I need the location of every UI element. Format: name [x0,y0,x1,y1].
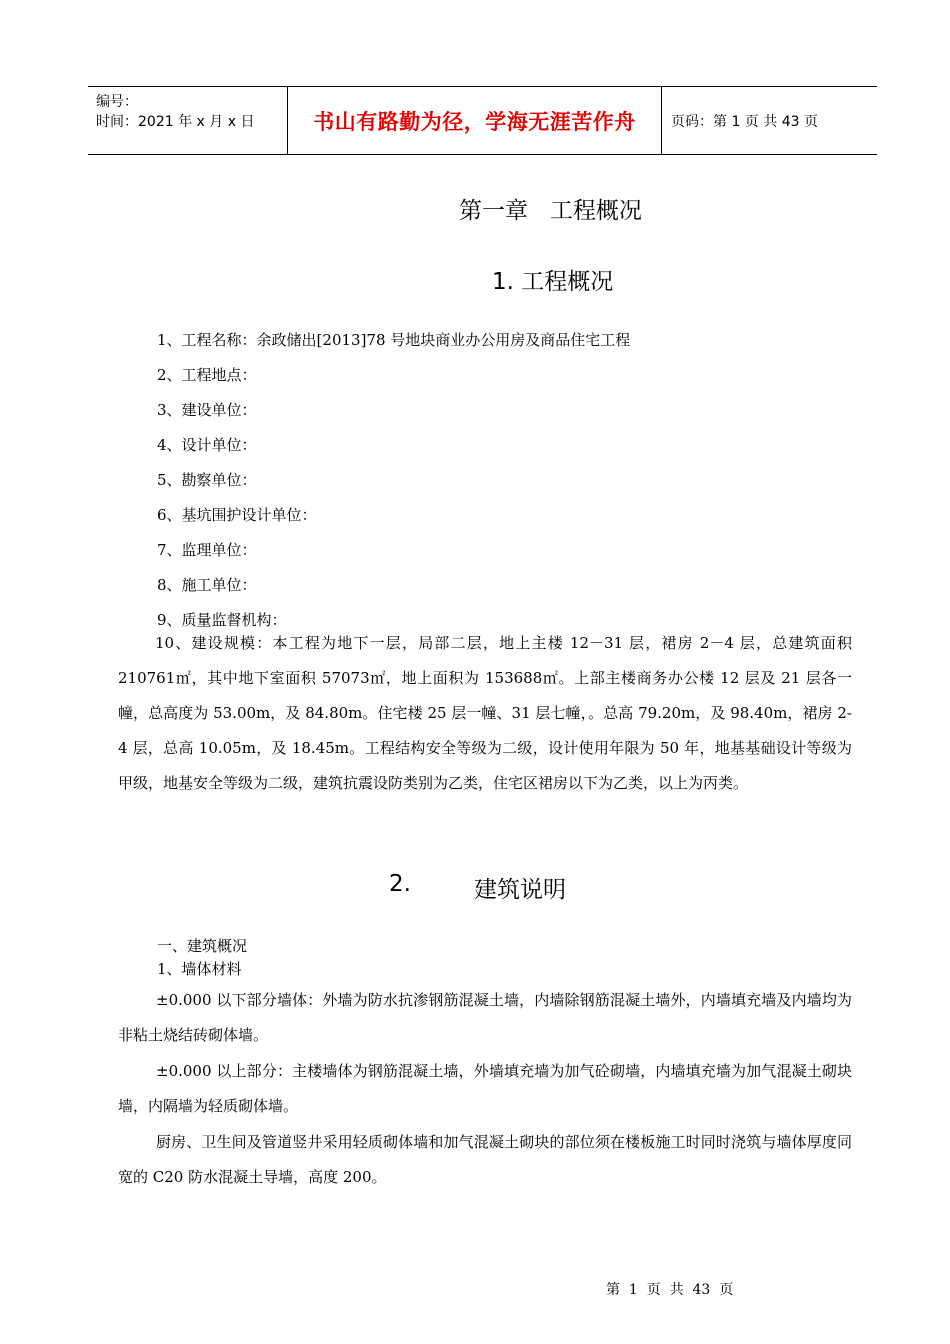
chapter-title: 第一章 工程概况 [459,198,642,224]
document-time-label: 时间：2021 年 x 月 x 日 [96,114,255,130]
list-item: 3、建设单位： [157,401,257,419]
list-item: 7、监理单位： [157,541,257,559]
list-item: 5、勘察单位： [157,471,257,489]
section-2-title: 建筑说明 [474,877,566,903]
header-meta [88,87,288,154]
list-item: 6、基坑围护设计单位： [157,506,317,524]
list-item: 2、工程地点： [157,366,257,384]
sub-heading-building-overview: 一、建筑概况 [157,937,248,955]
page-footer: 第 1 页 共 43 页 [606,1282,734,1298]
list-item: 9、质量监督机构： [157,611,287,629]
header-page-info: 页码：第 1 页 共 43 页 [671,113,818,130]
page-header [88,86,877,155]
section-1-title: 1. 工程概况 [492,269,614,295]
document-number-label: 编号： [96,94,138,110]
wall-paragraph-kitchen: 厨房、卫生间及管道竖井采用轻质砌体墙和加气混凝土砌块的部位须在楼板施工时同时浇筑与墙体厚度同宽的 C20 防水混凝土导墙，高度 200。 [118,1133,852,1186]
sub-heading-wall-materials: 1、墙体材料 [157,960,242,978]
header-motto: 书山有路勤为径，学海无涯苦作舟 [313,109,636,134]
list-item: 4、设计单位： [157,436,257,454]
section-2-number: 2. [389,871,411,897]
wall-paragraph-below-zero: ±0.000 以下部分墙体：外墙为防水抗渗钢筋混凝土墙，内墙除钢筋混凝土墙外，内墙填充墙及内墙均为非粘土烧结砖砌体墙。 [118,991,852,1044]
list-item: 1、工程名称：余政储出[2013]78 号地块商业办公用房及商品住宅工程 [157,331,631,349]
header-motto-cell [288,87,662,154]
header-page-cell [662,87,877,154]
construction-scale-paragraph: 10、建设规模：本工程为地下一层，局部二层，地上主楼 12－31 层，裙房 2－4 层，总建筑面积 210761㎡，其中地下室面积 57073㎡，地上面积为 153688㎡。上部主楼商务办公楼 12 层及 21 层各一幢，总高度为 53.00m，及 84.80m。住宅楼 25 层一幢、31 层七幢，。总高 79.20m，及 98.40m，裙房 2-4 层，总高 10.05m，及 18.45m。工程结构安全等级为二级，设计使用年限为 50 年，地基基础设计等级为甲级，地基安全等级为二级，建筑抗震设防类别为乙类，住宅区裙房以下为乙类，以上为丙类。 [118,634,852,792]
list-item: 8、施工单位： [157,576,257,594]
wall-paragraph-above-zero: ±0.000 以上部分：主楼墙体为钢筋混凝土墙，外墙填充墙为加气砼砌墙，内墙填充墙为加气混凝土砌块墙，内隔墙为轻质砌体墙。 [118,1062,852,1115]
